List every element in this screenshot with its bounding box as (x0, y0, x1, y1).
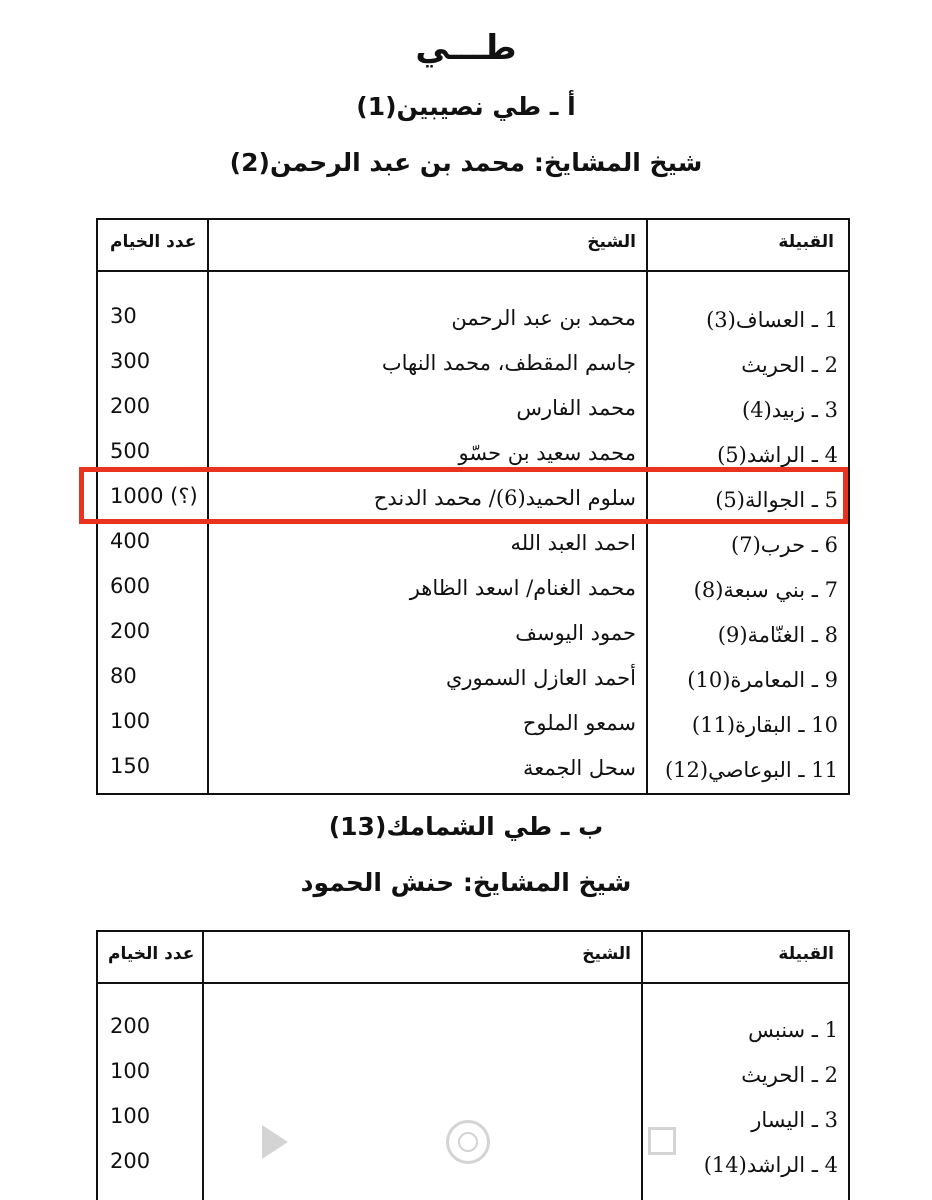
tents-cell: 300 (110, 349, 151, 373)
tents-cell: 100 (110, 1104, 151, 1128)
tribe-cell: 1 ـ سنبس (748, 1018, 838, 1042)
section-b-chief: شيخ المشايخ: حنش الحمود (300, 868, 632, 897)
tents-cell: 1000 (؟) (110, 484, 198, 508)
back-icon[interactable] (262, 1125, 288, 1159)
header-tribe: القبيلة (778, 232, 834, 252)
table-row (98, 615, 848, 660)
sheikh-cell: سمعو الملوح (522, 711, 636, 735)
section-a-heading: أ ـ طي نصيبين(1) (356, 92, 576, 121)
tents-cell: 200 (110, 394, 151, 418)
tribe-cell: 11 ـ البوعاصي(12) (664, 758, 838, 782)
table-header (98, 932, 848, 984)
tents-cell: 200 (110, 1149, 151, 1173)
highlight-box (79, 467, 848, 524)
section-a-chief: شيخ المشايخ: محمد بن عبد الرحمن(2) (229, 148, 703, 177)
sheikh-cell: محمد بن عبد الرحمن (451, 306, 636, 330)
sheikh-cell: محمد الفارس (516, 396, 636, 420)
header-tribe: القبيلة (778, 944, 834, 964)
page-title: طـــي (415, 28, 517, 68)
table-row (98, 1055, 848, 1100)
table-row (98, 660, 848, 705)
tribe-cell: 7 ـ بني سبعة(8) (693, 578, 838, 602)
table-row (98, 1010, 848, 1055)
sheikh-cell: سلوم الحميد(6)/ محمد الدندح (373, 486, 636, 510)
tribe-cell: 2 ـ الحريث (741, 1063, 838, 1087)
tribe-cell: 4 ـ الراشد(14) (703, 1153, 838, 1177)
tents-cell: 600 (110, 574, 151, 598)
tents-cell: 100 (110, 709, 151, 733)
sheikh-cell: أحمد العازل السموري (445, 666, 636, 690)
table-row (98, 570, 848, 615)
sheikh-cell: محمد سعيد بن حسّو (458, 441, 636, 465)
tribe-cell: 10 ـ البقارة(11) (691, 713, 838, 737)
table-header (98, 220, 848, 272)
tribe-cell: 8 ـ الغنّامة(9) (717, 623, 838, 647)
tents-cell: 200 (110, 619, 151, 643)
header-sheikh: الشيخ (582, 944, 631, 964)
tents-cell: 80 (110, 664, 137, 688)
header-sheikh: الشيخ (587, 232, 636, 252)
sheikh-cell: سحل الجمعة (522, 756, 636, 780)
tribe-cell: 5 ـ الجوالة(5) (715, 488, 838, 512)
tribe-cell: 2 ـ الحريث (741, 353, 838, 377)
table-row (98, 390, 848, 435)
header-tents: عدد الخيام (108, 944, 195, 964)
tents-cell: 30 (110, 304, 137, 328)
table-row (98, 345, 848, 390)
header-tents: عدد الخيام (110, 232, 197, 252)
sheikh-cell: حمود اليوسف (515, 621, 636, 645)
table-row (98, 750, 848, 795)
sheikh-cell: احمد العبد الله (510, 531, 636, 555)
table-row (98, 300, 848, 345)
section-b-heading: ب ـ طي الشمامك(13) (328, 812, 604, 841)
tribe-cell: 1 ـ العساف(3) (706, 308, 838, 332)
tents-cell: 400 (110, 529, 151, 553)
tribe-cell: 9 ـ المعامرة(10) (687, 668, 838, 692)
tents-cell: 200 (110, 1014, 151, 1038)
sheikh-cell: جاسم المقطف، محمد النهاب (381, 351, 636, 375)
table-row (98, 705, 848, 750)
sheikh-cell: محمد الغنام/ اسعد الظاهر (409, 576, 636, 600)
tribe-cell: 3 ـ زبيد(4) (742, 398, 838, 422)
tents-cell: 500 (110, 439, 151, 463)
tribe-cell: 6 ـ حرب(7) (731, 533, 838, 557)
home-icon[interactable] (446, 1120, 490, 1164)
tribe-cell: 4 ـ الراشد(5) (717, 443, 838, 467)
tents-cell: 150 (110, 754, 151, 778)
table-row (98, 525, 848, 570)
tribe-cell: 3 ـ اليسار (751, 1108, 838, 1132)
recents-icon[interactable] (648, 1127, 676, 1155)
tents-cell: 100 (110, 1059, 151, 1083)
